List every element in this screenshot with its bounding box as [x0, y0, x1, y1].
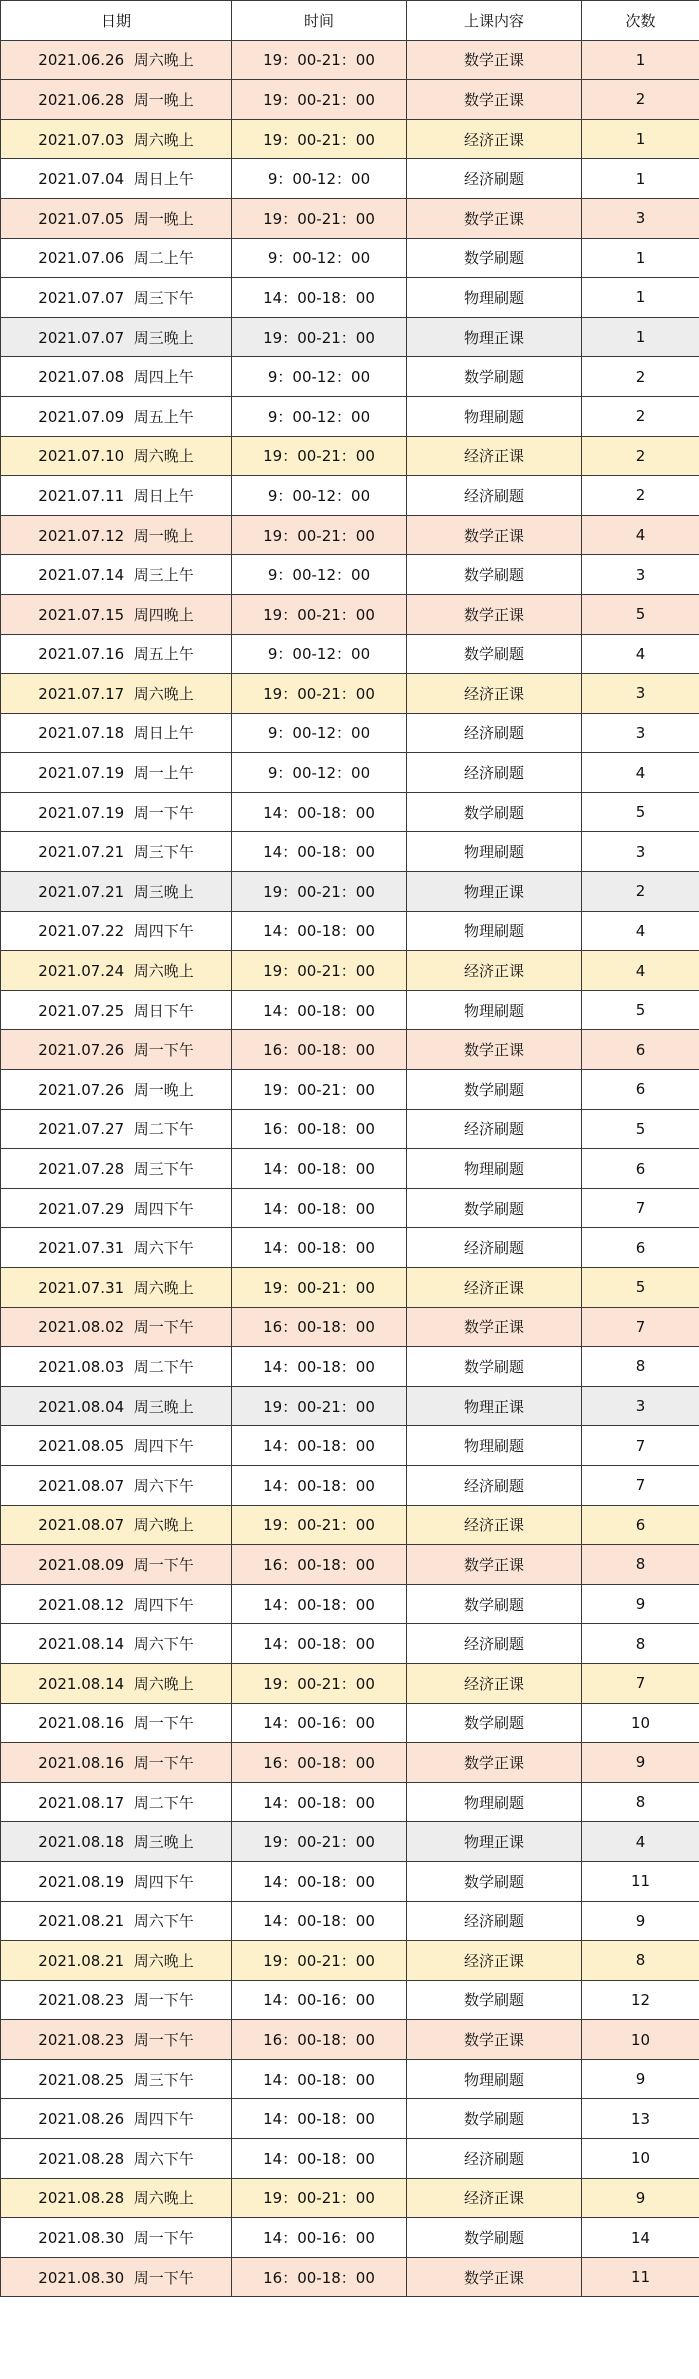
table-row [1, 2178, 699, 2218]
time-cell: 19：00-21：00 [232, 1070, 407, 1110]
content-cell: 物理正课 [407, 872, 582, 912]
table-row [1, 1624, 699, 1664]
count-cell: 6 [582, 1505, 699, 1545]
date-cell: 2021.08.28 周六晚上 [1, 2178, 232, 2218]
count-cell: 9 [582, 1584, 699, 1624]
table-row [1, 1030, 699, 1070]
content-cell: 经济正课 [407, 119, 582, 159]
time-cell: 14：00-18：00 [232, 1426, 407, 1466]
table-row [1, 1426, 699, 1466]
table-row [1, 1743, 699, 1783]
count-cell: 6 [582, 1070, 699, 1110]
date-cell: 2021.08.05 周四下午 [1, 1426, 232, 1466]
time-cell: 19：00-21：00 [232, 317, 407, 357]
count-cell: 4 [582, 951, 699, 991]
content-cell: 数学刷题 [407, 1347, 582, 1387]
count-cell: 9 [582, 2178, 699, 2218]
count-cell: 2 [582, 436, 699, 476]
date-cell: 2021.07.18 周日上午 [1, 713, 232, 753]
count-cell: 6 [582, 1030, 699, 1070]
date-cell: 2021.08.21 周六晚上 [1, 1941, 232, 1981]
date-cell: 2021.07.22 周四下午 [1, 911, 232, 951]
header-row [1, 1, 699, 41]
date-cell: 2021.06.28 周一晚上 [1, 80, 232, 120]
table-row [1, 317, 699, 357]
count-cell: 4 [582, 753, 699, 793]
count-cell: 9 [582, 1743, 699, 1783]
time-cell: 14：00-18：00 [232, 1861, 407, 1901]
content-cell: 数学刷题 [407, 1703, 582, 1743]
content-cell: 数学刷题 [407, 2099, 582, 2139]
date-cell: 2021.08.16 周一下午 [1, 1703, 232, 1743]
content-cell: 物理正课 [407, 1822, 582, 1862]
date-cell: 2021.08.07 周六晚上 [1, 1505, 232, 1545]
table-row [1, 1465, 699, 1505]
time-cell: 9：00-12：00 [232, 753, 407, 793]
content-cell: 物理刷题 [407, 396, 582, 436]
date-cell: 2021.07.19 周一下午 [1, 792, 232, 832]
table-row [1, 872, 699, 912]
count-cell: 5 [582, 792, 699, 832]
table-row [1, 238, 699, 278]
date-cell: 2021.07.16 周五上午 [1, 634, 232, 674]
content-cell: 数学正课 [407, 1030, 582, 1070]
count-cell: 4 [582, 911, 699, 951]
date-cell: 2021.07.31 周六下午 [1, 1228, 232, 1268]
date-cell: 2021.07.06 周二上午 [1, 238, 232, 278]
content-cell: 经济正课 [407, 2178, 582, 2218]
time-cell: 14：00-18：00 [232, 1347, 407, 1387]
time-cell: 14：00-18：00 [232, 2139, 407, 2179]
content-cell: 数学正课 [407, 80, 582, 120]
time-cell: 14：00-18：00 [232, 2099, 407, 2139]
count-cell: 11 [582, 1861, 699, 1901]
content-cell: 经济正课 [407, 1268, 582, 1308]
time-cell: 19：00-21：00 [232, 436, 407, 476]
time-cell: 16：00-18：00 [232, 1109, 407, 1149]
count-cell: 8 [582, 1782, 699, 1822]
time-cell: 14：00-16：00 [232, 1980, 407, 2020]
content-cell: 数学刷题 [407, 238, 582, 278]
count-cell: 7 [582, 1663, 699, 1703]
time-cell: 16：00-18：00 [232, 2020, 407, 2060]
content-cell: 物理正课 [407, 317, 582, 357]
date-cell: 2021.07.28 周三下午 [1, 1149, 232, 1189]
content-cell: 经济刷题 [407, 1901, 582, 1941]
time-cell: 9：00-12：00 [232, 476, 407, 516]
time-cell: 19：00-21：00 [232, 119, 407, 159]
table-row [1, 515, 699, 555]
time-cell: 19：00-21：00 [232, 515, 407, 555]
time-cell: 14：00-16：00 [232, 1703, 407, 1743]
time-cell: 14：00-18：00 [232, 1465, 407, 1505]
content-cell: 数学正课 [407, 2020, 582, 2060]
time-cell: 19：00-21：00 [232, 1663, 407, 1703]
table-row [1, 1782, 699, 1822]
content-cell: 经济正课 [407, 674, 582, 714]
table-row [1, 990, 699, 1030]
table-row [1, 911, 699, 951]
content-cell: 经济刷题 [407, 476, 582, 516]
table-row [1, 634, 699, 674]
table-row [1, 1070, 699, 1110]
count-cell: 1 [582, 278, 699, 318]
table-row [1, 1307, 699, 1347]
count-cell: 10 [582, 2139, 699, 2179]
count-cell: 2 [582, 357, 699, 397]
table-row [1, 1505, 699, 1545]
date-cell: 2021.07.11 周日上午 [1, 476, 232, 516]
date-cell: 2021.07.03 周六晚上 [1, 119, 232, 159]
date-cell: 2021.07.17 周六晚上 [1, 674, 232, 714]
date-cell: 2021.07.19 周一上午 [1, 753, 232, 793]
time-cell: 19：00-21：00 [232, 1505, 407, 1545]
table-row [1, 1268, 699, 1308]
date-cell: 2021.08.19 周四下午 [1, 1861, 232, 1901]
content-cell: 经济刷题 [407, 2139, 582, 2179]
table-row [1, 951, 699, 991]
content-cell: 数学正课 [407, 198, 582, 238]
table-row [1, 1663, 699, 1703]
table-row [1, 1228, 699, 1268]
count-cell: 10 [582, 1703, 699, 1743]
count-cell: 3 [582, 555, 699, 595]
date-cell: 2021.07.10 周六晚上 [1, 436, 232, 476]
count-cell: 1 [582, 317, 699, 357]
table-row [1, 396, 699, 436]
table-row [1, 1149, 699, 1189]
time-cell: 14：00-18：00 [232, 1584, 407, 1624]
date-cell: 2021.06.26 周六晚上 [1, 40, 232, 80]
header-content: 上课内容 [407, 1, 582, 41]
date-cell: 2021.08.18 周三晚上 [1, 1822, 232, 1862]
count-cell: 7 [582, 1426, 699, 1466]
content-cell: 经济正课 [407, 951, 582, 991]
count-cell: 8 [582, 1624, 699, 1664]
table-row [1, 1386, 699, 1426]
time-cell: 14：00-18：00 [232, 1149, 407, 1189]
time-cell: 16：00-18：00 [232, 1030, 407, 1070]
date-cell: 2021.07.08 周四上午 [1, 357, 232, 397]
date-cell: 2021.08.28 周六下午 [1, 2139, 232, 2179]
table-row [1, 198, 699, 238]
date-cell: 2021.07.21 周三下午 [1, 832, 232, 872]
time-cell: 14：00-18：00 [232, 832, 407, 872]
time-cell: 19：00-21：00 [232, 198, 407, 238]
time-cell: 19：00-21：00 [232, 951, 407, 991]
time-cell: 16：00-18：00 [232, 1545, 407, 1585]
table-row [1, 792, 699, 832]
time-cell: 9：00-12：00 [232, 159, 407, 199]
date-cell: 2021.07.26 周一下午 [1, 1030, 232, 1070]
count-cell: 3 [582, 1386, 699, 1426]
table-row [1, 1901, 699, 1941]
content-cell: 数学刷题 [407, 1070, 582, 1110]
time-cell: 14：00-18：00 [232, 1782, 407, 1822]
time-cell: 9：00-12：00 [232, 713, 407, 753]
count-cell: 3 [582, 832, 699, 872]
content-cell: 物理正课 [407, 1386, 582, 1426]
count-cell: 4 [582, 515, 699, 555]
count-cell: 1 [582, 40, 699, 80]
content-cell: 物理刷题 [407, 2059, 582, 2099]
count-cell: 5 [582, 594, 699, 634]
table-row [1, 1980, 699, 2020]
content-cell: 数学刷题 [407, 634, 582, 674]
table-row [1, 1109, 699, 1149]
count-cell: 12 [582, 1980, 699, 2020]
date-cell: 2021.08.23 周一下午 [1, 1980, 232, 2020]
table-row [1, 1545, 699, 1585]
time-cell: 9：00-12：00 [232, 238, 407, 278]
table-row [1, 753, 699, 793]
date-cell: 2021.07.09 周五上午 [1, 396, 232, 436]
date-cell: 2021.07.15 周四晚上 [1, 594, 232, 634]
date-cell: 2021.08.21 周六下午 [1, 1901, 232, 1941]
date-cell: 2021.08.12 周四下午 [1, 1584, 232, 1624]
time-cell: 19：00-21：00 [232, 1268, 407, 1308]
count-cell: 2 [582, 80, 699, 120]
table-row [1, 594, 699, 634]
time-cell: 16：00-18：00 [232, 1307, 407, 1347]
count-cell: 1 [582, 159, 699, 199]
time-cell: 14：00-18：00 [232, 792, 407, 832]
count-cell: 14 [582, 2218, 699, 2258]
content-cell: 经济刷题 [407, 1465, 582, 1505]
date-cell: 2021.08.17 周二下午 [1, 1782, 232, 1822]
content-cell: 数学正课 [407, 2257, 582, 2297]
date-cell: 2021.08.16 周一下午 [1, 1743, 232, 1783]
count-cell: 9 [582, 1901, 699, 1941]
table-row [1, 476, 699, 516]
date-cell: 2021.07.24 周六晚上 [1, 951, 232, 991]
date-cell: 2021.07.05 周一晚上 [1, 198, 232, 238]
count-cell: 11 [582, 2257, 699, 2297]
table-row [1, 119, 699, 159]
time-cell: 19：00-21：00 [232, 80, 407, 120]
time-cell: 19：00-21：00 [232, 1386, 407, 1426]
date-cell: 2021.08.25 周三下午 [1, 2059, 232, 2099]
time-cell: 16：00-18：00 [232, 2257, 407, 2297]
table-row [1, 1584, 699, 1624]
count-cell: 13 [582, 2099, 699, 2139]
table-row [1, 674, 699, 714]
count-cell: 8 [582, 1941, 699, 1981]
time-cell: 19：00-21：00 [232, 594, 407, 634]
table-row [1, 357, 699, 397]
date-cell: 2021.08.14 周六晚上 [1, 1663, 232, 1703]
count-cell: 4 [582, 634, 699, 674]
table-row [1, 159, 699, 199]
table-row [1, 1941, 699, 1981]
content-cell: 物理刷题 [407, 832, 582, 872]
date-cell: 2021.07.14 周三上午 [1, 555, 232, 595]
table-header [1, 1, 699, 41]
table-row [1, 2218, 699, 2258]
time-cell: 14：00-18：00 [232, 1228, 407, 1268]
header-time: 时间 [232, 1, 407, 41]
content-cell: 物理刷题 [407, 1426, 582, 1466]
content-cell: 物理刷题 [407, 278, 582, 318]
count-cell: 6 [582, 1228, 699, 1268]
date-cell: 2021.07.31 周六晚上 [1, 1268, 232, 1308]
content-cell: 物理刷题 [407, 1782, 582, 1822]
count-cell: 7 [582, 1465, 699, 1505]
table-row [1, 1188, 699, 1228]
count-cell: 2 [582, 476, 699, 516]
content-cell: 物理刷题 [407, 911, 582, 951]
date-cell: 2021.07.04 周日上午 [1, 159, 232, 199]
content-cell: 经济刷题 [407, 1624, 582, 1664]
count-cell: 2 [582, 872, 699, 912]
time-cell: 14：00-18：00 [232, 990, 407, 1030]
table-row [1, 2059, 699, 2099]
content-cell: 经济正课 [407, 1663, 582, 1703]
content-cell: 数学刷题 [407, 357, 582, 397]
time-cell: 14：00-16：00 [232, 2218, 407, 2258]
date-cell: 2021.08.14 周六下午 [1, 1624, 232, 1664]
time-cell: 19：00-21：00 [232, 2178, 407, 2218]
time-cell: 9：00-12：00 [232, 396, 407, 436]
content-cell: 数学正课 [407, 594, 582, 634]
content-cell: 数学刷题 [407, 1861, 582, 1901]
date-cell: 2021.07.26 周一晚上 [1, 1070, 232, 1110]
content-cell: 经济正课 [407, 1941, 582, 1981]
time-cell: 19：00-21：00 [232, 674, 407, 714]
content-cell: 经济刷题 [407, 713, 582, 753]
content-cell: 经济刷题 [407, 1109, 582, 1149]
date-cell: 2021.08.09 周一下午 [1, 1545, 232, 1585]
date-cell: 2021.08.23 周一下午 [1, 2020, 232, 2060]
table-body [1, 40, 699, 2297]
date-cell: 2021.07.07 周三下午 [1, 278, 232, 318]
count-cell: 5 [582, 990, 699, 1030]
date-cell: 2021.07.25 周日下午 [1, 990, 232, 1030]
date-cell: 2021.07.27 周二下午 [1, 1109, 232, 1149]
content-cell: 经济刷题 [407, 753, 582, 793]
date-cell: 2021.08.30 周一下午 [1, 2218, 232, 2258]
count-cell: 3 [582, 198, 699, 238]
time-cell: 14：00-18：00 [232, 2059, 407, 2099]
time-cell: 19：00-21：00 [232, 1822, 407, 1862]
count-cell: 10 [582, 2020, 699, 2060]
table-row [1, 80, 699, 120]
table-row [1, 2099, 699, 2139]
count-cell: 1 [582, 238, 699, 278]
time-cell: 14：00-18：00 [232, 1624, 407, 1664]
table-row [1, 40, 699, 80]
content-cell: 数学正课 [407, 515, 582, 555]
table-row [1, 1703, 699, 1743]
date-cell: 2021.07.21 周三晚上 [1, 872, 232, 912]
count-cell: 7 [582, 1307, 699, 1347]
table-row [1, 278, 699, 318]
content-cell: 经济正课 [407, 1505, 582, 1545]
count-cell: 4 [582, 1822, 699, 1862]
time-cell: 9：00-12：00 [232, 634, 407, 674]
header-date: 日期 [1, 1, 232, 41]
table-row [1, 436, 699, 476]
content-cell: 数学正课 [407, 1743, 582, 1783]
count-cell: 5 [582, 1109, 699, 1149]
date-cell: 2021.08.03 周二下午 [1, 1347, 232, 1387]
table-row [1, 2257, 699, 2297]
time-cell: 14：00-18：00 [232, 278, 407, 318]
content-cell: 数学刷题 [407, 2218, 582, 2258]
table-row [1, 832, 699, 872]
date-cell: 2021.08.02 周一下午 [1, 1307, 232, 1347]
time-cell: 14：00-18：00 [232, 1901, 407, 1941]
content-cell: 数学刷题 [407, 1188, 582, 1228]
content-cell: 数学刷题 [407, 1980, 582, 2020]
count-cell: 1 [582, 119, 699, 159]
count-cell: 3 [582, 674, 699, 714]
count-cell: 8 [582, 1347, 699, 1387]
time-cell: 16：00-18：00 [232, 1743, 407, 1783]
table-row [1, 713, 699, 753]
content-cell: 数学正课 [407, 1545, 582, 1585]
count-cell: 2 [582, 396, 699, 436]
count-cell: 9 [582, 2059, 699, 2099]
date-cell: 2021.08.04 周三晚上 [1, 1386, 232, 1426]
time-cell: 19：00-21：00 [232, 872, 407, 912]
content-cell: 经济刷题 [407, 1228, 582, 1268]
content-cell: 经济刷题 [407, 159, 582, 199]
time-cell: 9：00-12：00 [232, 555, 407, 595]
count-cell: 7 [582, 1188, 699, 1228]
table-row [1, 555, 699, 595]
content-cell: 数学正课 [407, 1307, 582, 1347]
time-cell: 14：00-18：00 [232, 911, 407, 951]
table-row [1, 2139, 699, 2179]
date-cell: 2021.08.30 周一下午 [1, 2257, 232, 2297]
header-count: 次数 [582, 1, 699, 41]
content-cell: 经济正课 [407, 436, 582, 476]
date-cell: 2021.07.07 周三晚上 [1, 317, 232, 357]
content-cell: 物理刷题 [407, 1149, 582, 1189]
count-cell: 8 [582, 1545, 699, 1585]
count-cell: 5 [582, 1268, 699, 1308]
table-row [1, 2020, 699, 2060]
table-row [1, 1822, 699, 1862]
count-cell: 3 [582, 713, 699, 753]
date-cell: 2021.07.29 周四下午 [1, 1188, 232, 1228]
date-cell: 2021.07.12 周一晚上 [1, 515, 232, 555]
content-cell: 数学刷题 [407, 1584, 582, 1624]
content-cell: 数学刷题 [407, 555, 582, 595]
time-cell: 19：00-21：00 [232, 40, 407, 80]
content-cell: 数学正课 [407, 40, 582, 80]
table-row [1, 1347, 699, 1387]
time-cell: 9：00-12：00 [232, 357, 407, 397]
time-cell: 19：00-21：00 [232, 1941, 407, 1981]
table-row [1, 1861, 699, 1901]
date-cell: 2021.08.07 周六下午 [1, 1465, 232, 1505]
content-cell: 物理刷题 [407, 990, 582, 1030]
count-cell: 6 [582, 1149, 699, 1189]
content-cell: 数学刷题 [407, 792, 582, 832]
date-cell: 2021.08.26 周四下午 [1, 2099, 232, 2139]
time-cell: 14：00-18：00 [232, 1188, 407, 1228]
